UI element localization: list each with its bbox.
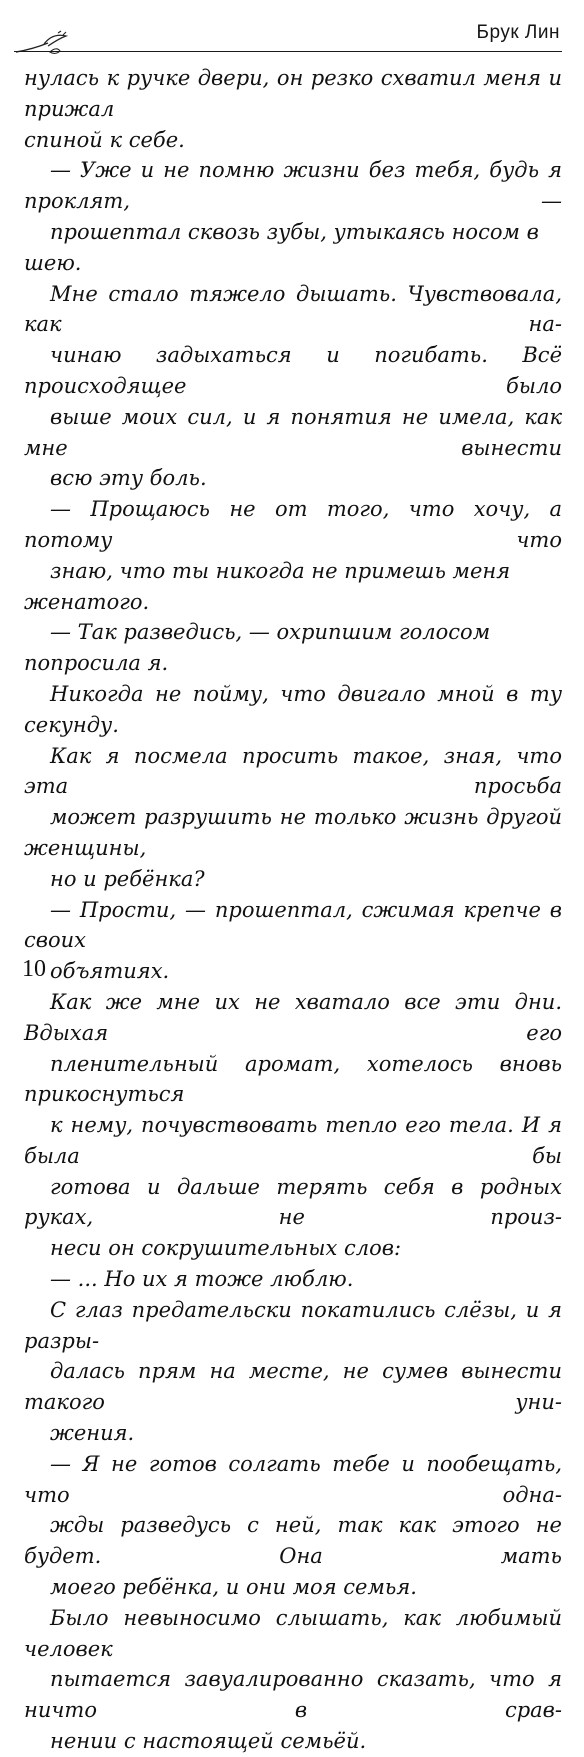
- text-line: прошептал сквозь зубы, утыкаясь носом в шею.: [24, 219, 539, 275]
- text-line: — Прости, — прошептал, сжимая крепче в своих: [24, 897, 562, 953]
- paragraph: [24, 987, 562, 1264]
- paragraph: [24, 679, 562, 895]
- book-text: [24, 63, 562, 1757]
- text-line: неси он сокрушительных слов:: [50, 1236, 402, 1261]
- paragraph: [24, 1264, 562, 1295]
- paragraph: [24, 617, 562, 679]
- text-line: чинаю задыхаться и погибать. Всё происходящее было: [24, 343, 562, 398]
- text-line: может разрушить не только жизнь другой женщины,: [24, 805, 562, 860]
- paragraph: [24, 1603, 562, 1757]
- paragraph: [24, 1449, 562, 1603]
- text-line: пытается завуалированно сказать, что я ничто в срав-: [24, 1667, 562, 1723]
- text-line: готова и дальше терять себя в родных руках, не произ-: [24, 1174, 562, 1230]
- text-line: нулась к ручке двери, он резко схватил меня и прижал: [24, 66, 562, 121]
- text-line: спиной к себе.: [24, 127, 185, 152]
- text-line: — Я не готов солгать тебе и пообещать, что одна-: [24, 1451, 562, 1507]
- paragraph: [24, 494, 562, 617]
- text-line: С глаз предательски покатились слёзы, и я разры-: [24, 1297, 562, 1353]
- paragraph: [24, 279, 562, 495]
- text-line: Как же мне их не хватало все эти дни. Вдыхая его: [24, 989, 562, 1045]
- text-line: моего ребёнка, и они моя семья.: [50, 1575, 417, 1600]
- text-line: — Уже и не помню жизни без тебя, будь я проклят, —: [24, 158, 562, 214]
- text-line: жды разведусь с ней, так как этого не будет. Она мать: [24, 1513, 562, 1569]
- text-line: Никогда не пойму, что двигало мной в ту секунду.: [24, 681, 562, 737]
- text-line: далась прям на месте, не сумев вынести такого уни-: [24, 1359, 562, 1415]
- text-line: выше моих сил, и я понятия не имела, как мне вынести: [24, 404, 562, 460]
- text-line: — Прощаюсь не от того, что хочу, а потому что: [24, 497, 562, 552]
- text-line: жения.: [50, 1421, 135, 1446]
- text-line: нении с настоящей семьёй.: [50, 1729, 367, 1754]
- text-line: знаю, что ты никогда не примешь меня женатого.: [24, 558, 511, 614]
- text-line: — ... Но их я тоже люблю.: [50, 1267, 354, 1292]
- paragraph: [24, 1295, 562, 1449]
- text-line: Как я посмела просить такое, зная, что эта просьба: [24, 743, 562, 799]
- text-line: всю эту боль.: [50, 466, 207, 491]
- text-line: Было невыносимо слышать, как любимый человек: [24, 1605, 562, 1661]
- text-line: Мне стало тяжело дышать. Чувствовала, как на-: [24, 281, 562, 337]
- running-header: [0, 0, 584, 62]
- text-line: — Так разведись, — охрипшим голосом попросила я.: [24, 620, 491, 676]
- header-rule: [14, 51, 562, 52]
- quill-ornament-icon: [14, 30, 74, 58]
- text-line: к нему, почувствовать тепло его тела. И я была бы: [24, 1113, 562, 1168]
- paragraph: [24, 63, 562, 155]
- text-line: но и ребёнка?: [50, 866, 205, 891]
- paragraph: [24, 895, 562, 987]
- text-line: пленительный аромат, хотелось вновь прикоснуться: [24, 1051, 562, 1107]
- running-title: Брук Лин: [476, 22, 560, 43]
- paragraph: [24, 155, 562, 278]
- text-line: объятиях.: [50, 959, 170, 984]
- page-number: 10: [22, 956, 46, 982]
